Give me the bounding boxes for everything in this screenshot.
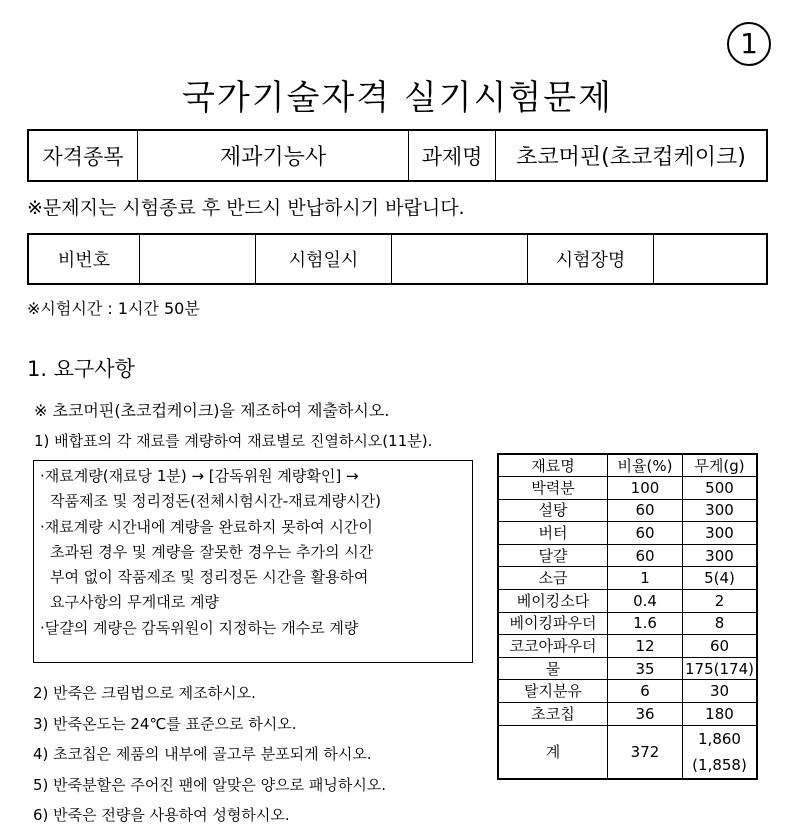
recipe-weight: 2	[683, 589, 758, 612]
total-weight: 1,860	[698, 729, 741, 748]
recipe-ratio: 60	[608, 522, 683, 545]
total-weight-cell	[683, 725, 758, 779]
recipe-weight: 300	[683, 544, 758, 567]
header-ratio: 비율(%)	[608, 454, 683, 477]
recipe-weight: 300	[683, 522, 758, 545]
recipe-row	[498, 635, 757, 658]
recipe-ingredient: 베이킹파우더	[498, 612, 608, 635]
recipe-ratio: 1	[608, 567, 683, 590]
note-line: ·달걀의 계량은 감독위원이 지정하는 개수로 계량	[40, 618, 359, 637]
recipe-table	[497, 453, 758, 780]
total-label: 계	[498, 725, 608, 779]
recipe-ratio: 60	[608, 544, 683, 567]
exam-info-table	[27, 129, 768, 182]
place-label: 시험장명	[528, 234, 654, 284]
recipe-row	[498, 522, 757, 545]
recipe-ingredient: 베이킹소다	[498, 589, 608, 612]
recipe-row	[498, 589, 757, 612]
recipe-ingredient: 소금	[498, 567, 608, 590]
recipe-weight: 5(4)	[683, 567, 758, 590]
date-value[interactable]	[392, 234, 528, 284]
recipe-row	[498, 702, 757, 725]
requirement-item-2: 2) 반죽은 크림법으로 제조하시오.	[33, 684, 256, 702]
place-value[interactable]	[654, 234, 768, 284]
recipe-ratio: 60	[608, 499, 683, 522]
note-line: ·재료계량(재료당 1분) → [감독위원 계량확인] →	[40, 467, 359, 485]
recipe-row	[498, 657, 757, 680]
recipe-weight: 8	[683, 612, 758, 635]
note-line: ·재료계량 시간내에 계량을 완료하지 못하여 시간이	[40, 517, 373, 536]
task-value: 초코머핀(초코컵케이크)	[496, 130, 768, 181]
recipe-row	[498, 544, 757, 567]
section-title: 1. 요구사항	[27, 357, 135, 381]
recipe-row	[498, 612, 757, 635]
notice-text: ※문제지는 시험종료 후 반드시 반납하시기 바랍니다.	[27, 197, 465, 219]
note-line: 부여 없이 작품제조 및 정리정돈 시간을 활용하여	[50, 568, 369, 587]
recipe-ingredient: 버터	[498, 522, 608, 545]
recipe-ratio: 1.6	[608, 612, 683, 635]
recipe-ratio: 6	[608, 680, 683, 703]
total-weight-alt: (1,858)	[692, 755, 747, 774]
recipe-total-row	[498, 725, 757, 779]
recipe-ingredient: 박력분	[498, 477, 608, 500]
requirement-item-3: 3) 반죽온도는 24℃를 표준으로 하시오.	[33, 714, 297, 733]
recipe-row	[498, 680, 757, 703]
total-ratio: 372	[608, 725, 683, 779]
exam-session-table	[27, 233, 768, 285]
note-line: 초과된 경우 및 계량을 잘못한 경우는 추가의 시간	[50, 542, 374, 561]
date-label: 시험일시	[256, 234, 392, 284]
page-title: 국가기술자격 실기시험문제	[182, 78, 613, 118]
exam-time: ※시험시간 : 1시간 50분	[27, 299, 200, 318]
requirement-item-4: 4) 초코칩은 제품의 내부에 골고루 분포되게 하시오.	[33, 745, 372, 763]
id-label: 비번호	[28, 234, 140, 284]
recipe-row	[498, 567, 757, 590]
weighing-notes-box	[33, 460, 473, 663]
page-number: 1	[727, 22, 771, 66]
recipe-ratio: 100	[608, 477, 683, 500]
recipe-header-row	[498, 454, 757, 477]
recipe-ingredient: 설탕	[498, 499, 608, 522]
note-line: 요구사항의 무게대로 계량	[50, 593, 219, 612]
header-weight: 무게(g)	[683, 454, 758, 477]
requirement-item-1: 1) 배합표의 각 재료를 계량하여 재료별로 진열하시오(11분).	[34, 432, 433, 450]
requirement-item-5: 5) 반죽분할은 주어진 팬에 알맞은 양으로 패닝하시오.	[33, 775, 387, 794]
requirement-text: ※ 초코머핀(초코컵케이크)을 제조하여 제출하시오.	[34, 401, 390, 420]
recipe-weight: 60	[683, 635, 758, 658]
recipe-ingredient: 달걀	[498, 544, 608, 567]
recipe-ingredient: 코코아파우더	[498, 635, 608, 658]
recipe-weight: 500	[683, 477, 758, 500]
requirement-steps	[33, 678, 386, 831]
recipe-ingredient: 탈지분유	[498, 680, 608, 703]
recipe-weight: 175(174)	[683, 657, 758, 680]
recipe-weight: 30	[683, 680, 758, 703]
id-value[interactable]	[140, 234, 256, 284]
task-label: 과제명	[409, 130, 496, 181]
field-label: 자격종목	[28, 130, 138, 181]
recipe-ratio: 12	[608, 635, 683, 658]
note-line: 작품제조 및 정리정돈(전체시험시간-재료계량시간)	[50, 492, 381, 511]
field-value: 제과기능사	[138, 130, 409, 181]
recipe-ratio: 36	[608, 702, 683, 725]
recipe-ingredient: 물	[498, 657, 608, 680]
recipe-weight: 180	[683, 702, 758, 725]
recipe-ratio: 0.4	[608, 589, 683, 612]
header-ingredient: 재료명	[498, 454, 608, 477]
recipe-weight: 300	[683, 499, 758, 522]
recipe-ratio: 35	[608, 657, 683, 680]
requirement-item-6: 6) 반죽은 전량을 사용하여 성형하시오.	[33, 806, 290, 824]
recipe-row	[498, 477, 757, 500]
recipe-row	[498, 499, 757, 522]
recipe-ingredient: 초코칩	[498, 702, 608, 725]
